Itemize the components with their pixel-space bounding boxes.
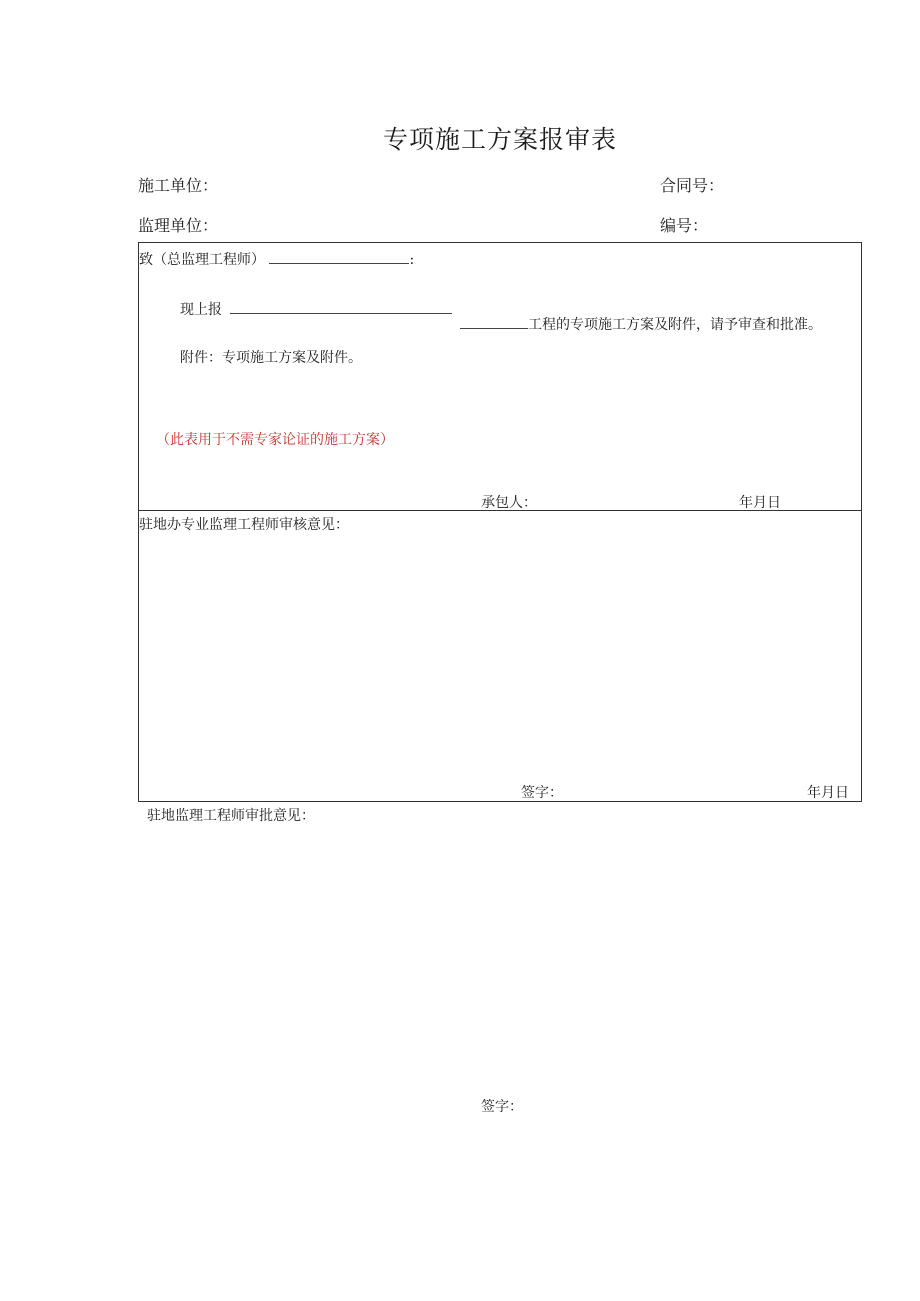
construction-unit-label: 施工单位：	[138, 176, 219, 195]
submit-line	[180, 299, 452, 319]
addressee-colon: :	[409, 252, 415, 268]
project-name-blank[interactable]	[230, 301, 452, 314]
review-date-label: 年月日	[807, 785, 849, 801]
serial-number-label: 编号：	[660, 216, 709, 235]
contractor-date-label: 年月日	[739, 495, 781, 511]
supervision-unit-label: 监理单位：	[138, 216, 219, 235]
contract-number-label: 合同号：	[660, 176, 725, 195]
review-heading: 驻地办专业监理工程师审核意见：	[139, 517, 349, 533]
submit-prefix: 现上报	[180, 302, 222, 318]
addressee-line	[139, 249, 414, 269]
approval-opinion-area[interactable]	[147, 830, 847, 1090]
addressee-label: 致（总监理工程师）	[139, 252, 265, 268]
submit-line-2	[460, 314, 822, 334]
attachment-line: 附件：专项施工方案及附件。	[180, 350, 362, 366]
contractor-label: 承包人：	[481, 495, 537, 511]
approval-sign-label: 签字：	[481, 1099, 523, 1115]
usage-note: （此表用于不需专家论证的施工方案）	[156, 432, 394, 448]
review-section	[138, 510, 862, 802]
chief-engineer-blank[interactable]	[269, 251, 409, 264]
submit-suffix: 工程的专项施工方案及附件，请予审查和批准。	[528, 317, 822, 333]
project-name-blank-2[interactable]	[460, 316, 528, 329]
review-sign-label: 签字：	[521, 785, 563, 801]
submission-section	[138, 242, 862, 511]
approval-heading: 驻地监理工程师审批意见：	[147, 808, 315, 824]
page-title: 专项施工方案报审表	[382, 125, 617, 154]
review-opinion-area[interactable]	[143, 541, 855, 779]
